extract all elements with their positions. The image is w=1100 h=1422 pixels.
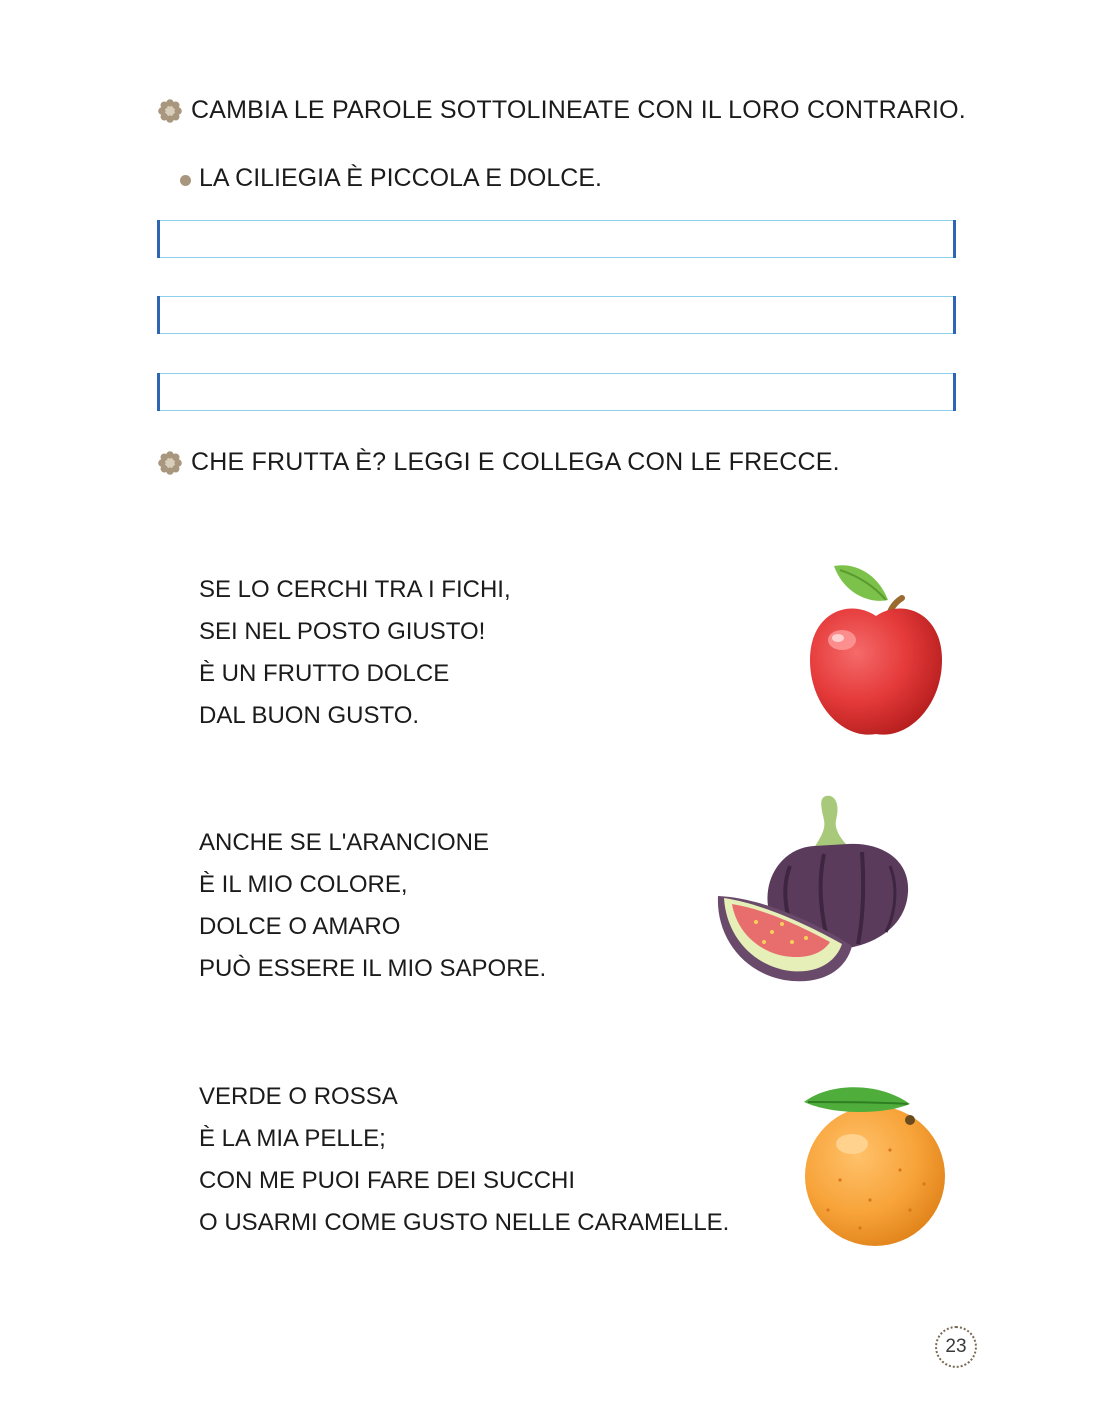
riddle-1[interactable] <box>199 569 511 737</box>
sentence-item <box>180 164 602 193</box>
riddle-line: ANCHE SE L'ARANCIONE <box>199 829 489 856</box>
flower-icon <box>157 98 183 124</box>
riddle-line: O USARMI COME GUSTO NELLE CARAMELLE. <box>199 1209 730 1236</box>
instruction-2 <box>157 448 840 477</box>
riddle-line: DOLCE O AMARO <box>199 913 401 940</box>
apple-icon[interactable] <box>800 560 950 742</box>
answer-line-2[interactable] <box>157 296 956 334</box>
riddle-line: È UN FRUTTO DOLCE <box>199 660 450 687</box>
riddle-line: SEI NEL POSTO GIUSTO! <box>199 618 486 645</box>
bullet-dot-icon <box>180 175 191 186</box>
flower-icon <box>157 450 183 476</box>
answer-line-3[interactable] <box>157 373 956 411</box>
page-number: 23 <box>935 1326 977 1368</box>
fig-icon[interactable] <box>712 786 912 986</box>
instruction-1-text: CAMBIA LE PAROLE SOTTOLINEATE CON IL LORO CONTRARIO. <box>191 96 966 124</box>
riddle-line: È LA MIA PELLE; <box>199 1125 386 1152</box>
riddle-line: VERDE O ROSSA <box>199 1083 398 1110</box>
riddle-line: SE LO CERCHI TRA I FICHI, <box>199 576 511 603</box>
instruction-2-text: CHE FRUTTA È? LEGGI E COLLEGA CON LE FRECCE. <box>191 448 840 476</box>
riddle-line: È IL MIO COLORE, <box>199 871 408 898</box>
riddle-line: DAL BUON GUSTO. <box>199 702 420 729</box>
riddle-3[interactable] <box>199 1076 729 1244</box>
orange-icon[interactable] <box>800 1080 950 1248</box>
riddle-line: PUÒ ESSERE IL MIO SAPORE. <box>199 955 547 982</box>
sentence-text: LA CILIEGIA È PICCOLA E DOLCE. <box>199 164 602 192</box>
riddle-2[interactable] <box>199 822 546 990</box>
answer-line-1[interactable] <box>157 220 956 258</box>
riddle-line: CON ME PUOI FARE DEI SUCCHI <box>199 1167 576 1194</box>
instruction-1 <box>157 96 966 125</box>
